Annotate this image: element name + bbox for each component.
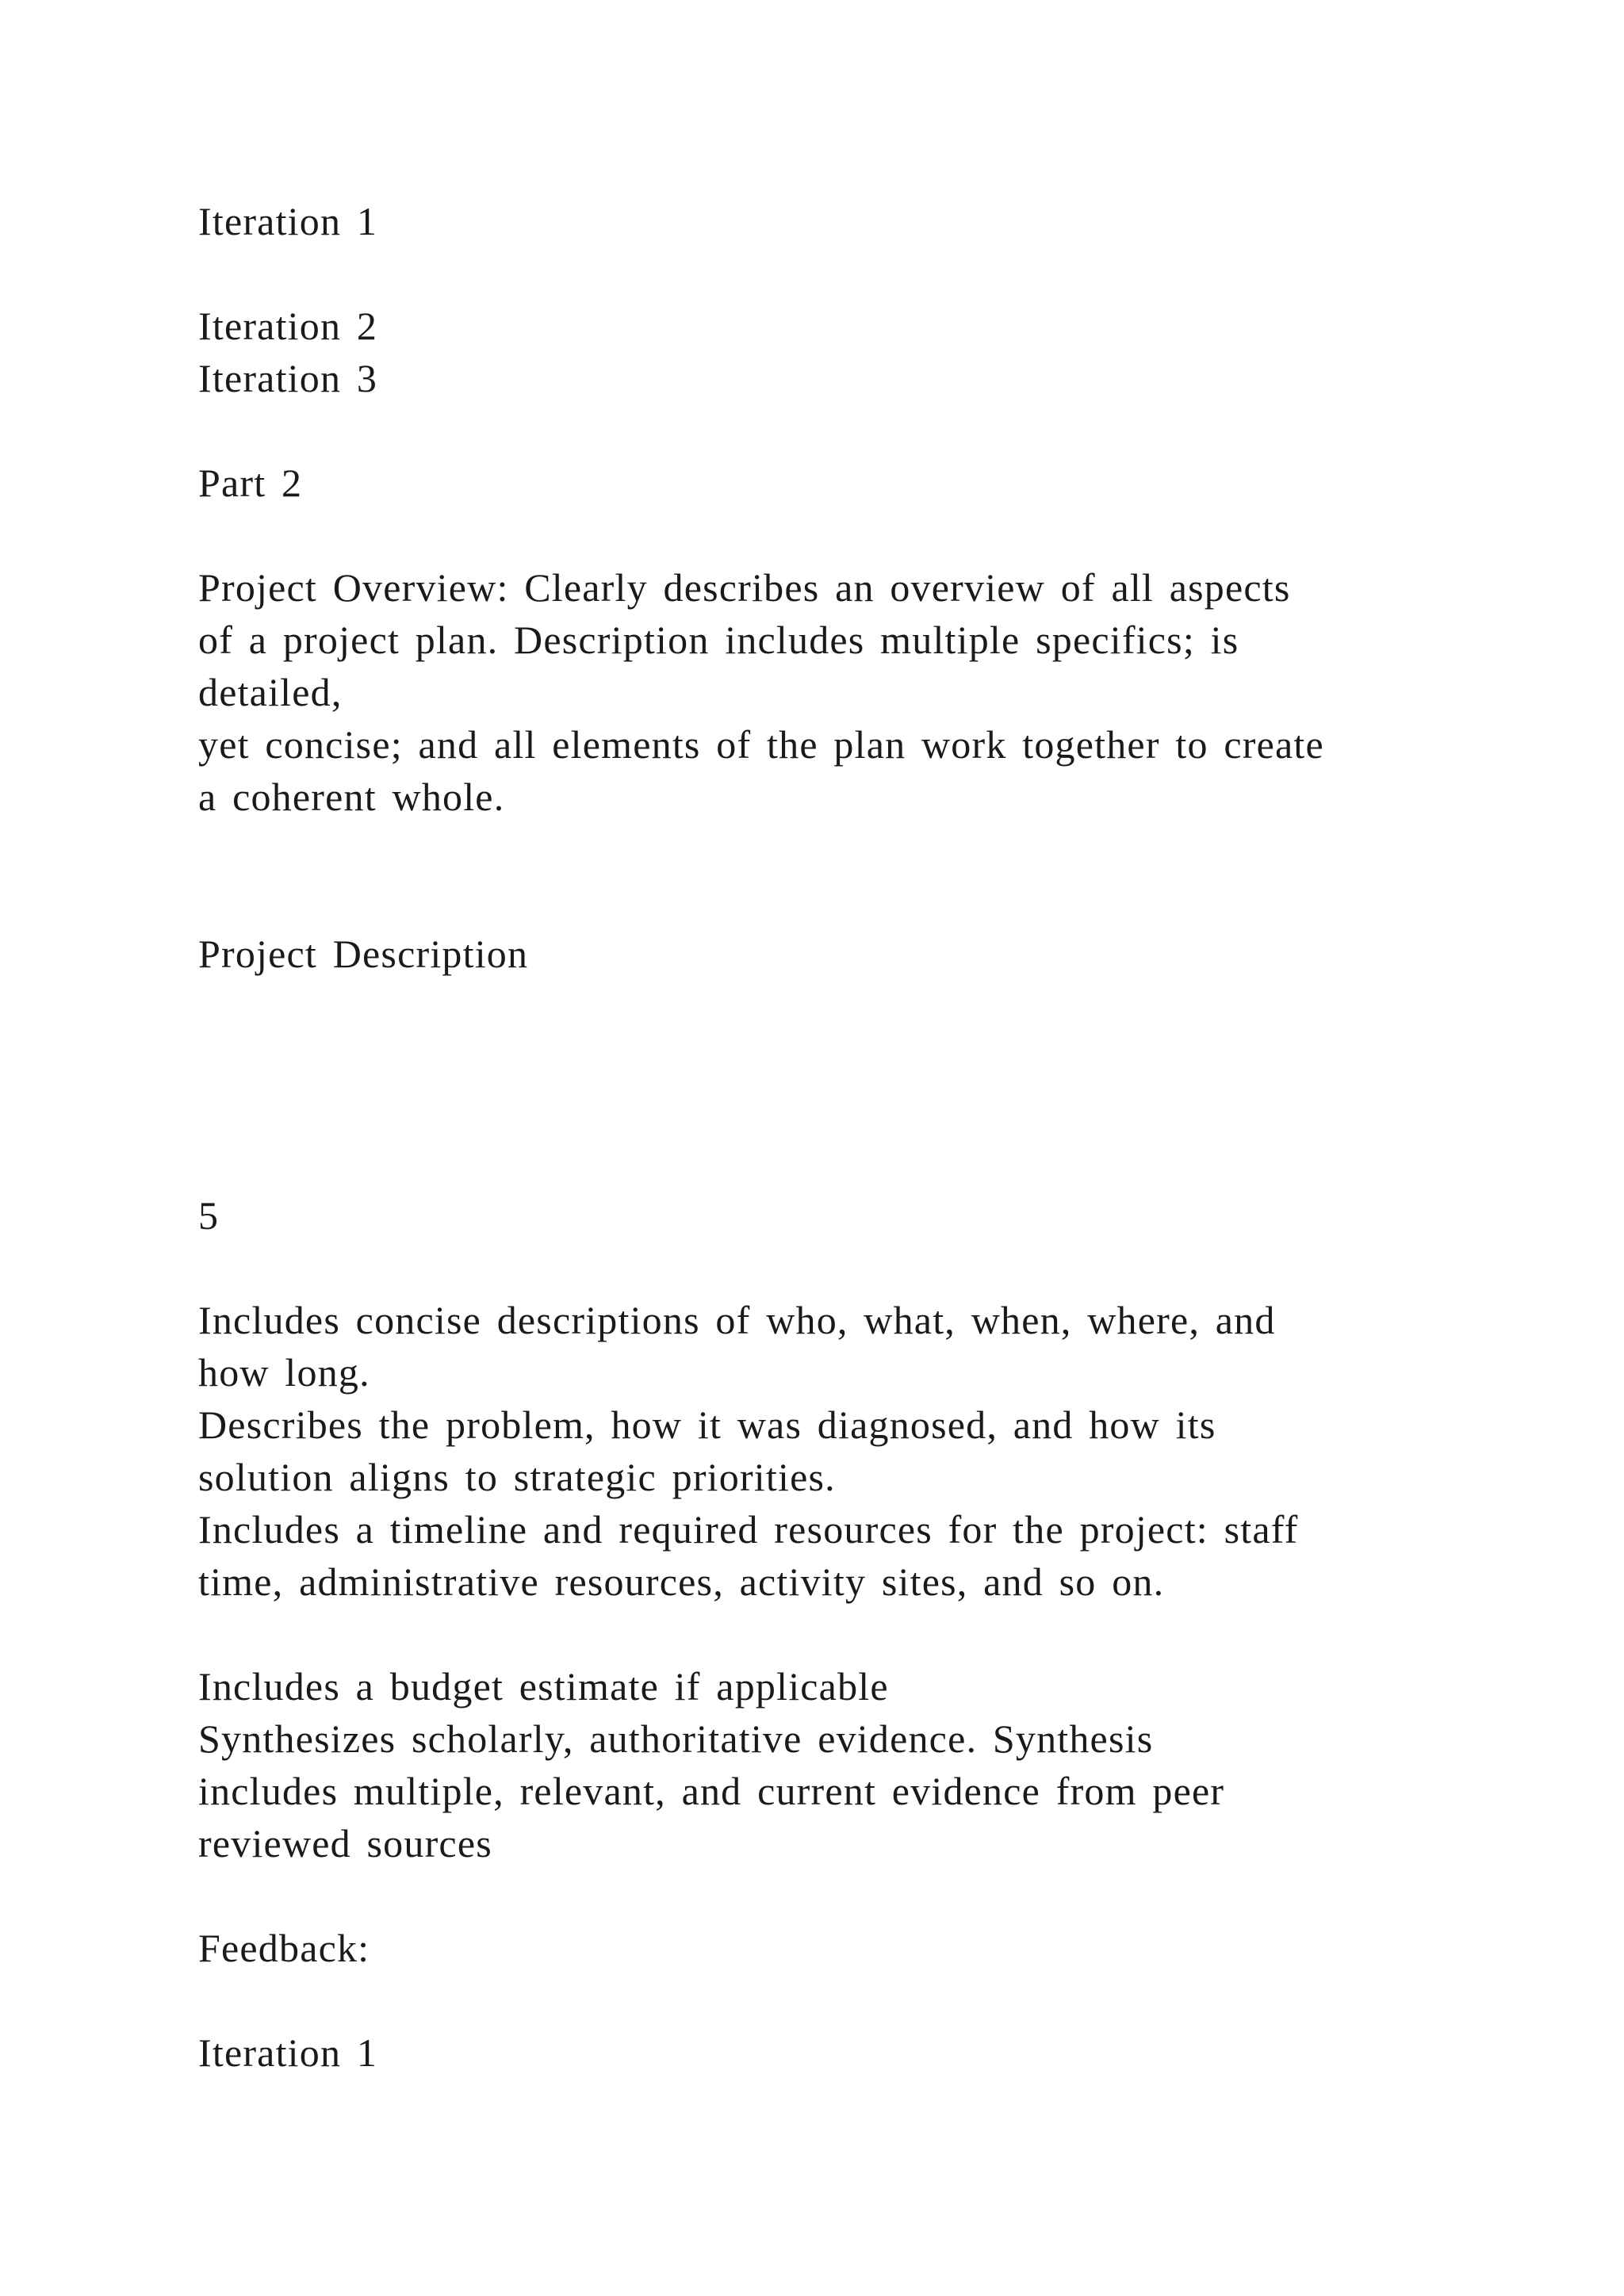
overview-line-3: detailed,	[198, 670, 343, 714]
overview-line-5: a coherent whole.	[198, 775, 505, 819]
iteration-3-label: Iteration 3	[198, 356, 378, 400]
overview-line-2: of a project plan. Description includes multiple specifics; is	[198, 618, 1239, 662]
points-value: 5	[198, 1193, 220, 1238]
overview-line-1: Project Overview: Clearly describes an overview of all aspects	[198, 565, 1291, 610]
criteria-line-7: Includes a budget estimate if applicable	[198, 1664, 889, 1709]
criteria-line-3: Describes the problem, how it was diagnosed, and how its	[198, 1402, 1216, 1447]
iteration-1-label: Iteration 1	[198, 199, 378, 243]
criteria-line-10: reviewed sources	[198, 1821, 492, 1866]
part-2-heading: Part 2	[198, 461, 303, 505]
criteria-line-1: Includes concise descriptions of who, what, when, where, and	[198, 1298, 1276, 1342]
criteria-line-6: time, administrative resources, activity sites, and so on.	[198, 1559, 1165, 1604]
iteration-2-label: Iteration 2	[198, 304, 378, 348]
criteria-line-4: solution aligns to strategic priorities.	[198, 1455, 836, 1499]
criteria-line-5: Includes a timeline and required resources for the project: staff	[198, 1507, 1299, 1552]
criteria-line-2: how long.	[198, 1350, 370, 1395]
project-description-heading: Project Description	[198, 932, 529, 976]
feedback-heading: Feedback:	[198, 1926, 370, 1970]
overview-line-4: yet concise; and all elements of the plan work together to create	[198, 722, 1324, 767]
criteria-line-9: includes multiple, relevant, and current evidence from peer	[198, 1769, 1225, 1813]
criteria-line-8: Synthesizes scholarly, authoritative evidence. Synthesis	[198, 1716, 1154, 1761]
feedback-iteration-1-label: Iteration 1	[198, 2030, 378, 2075]
